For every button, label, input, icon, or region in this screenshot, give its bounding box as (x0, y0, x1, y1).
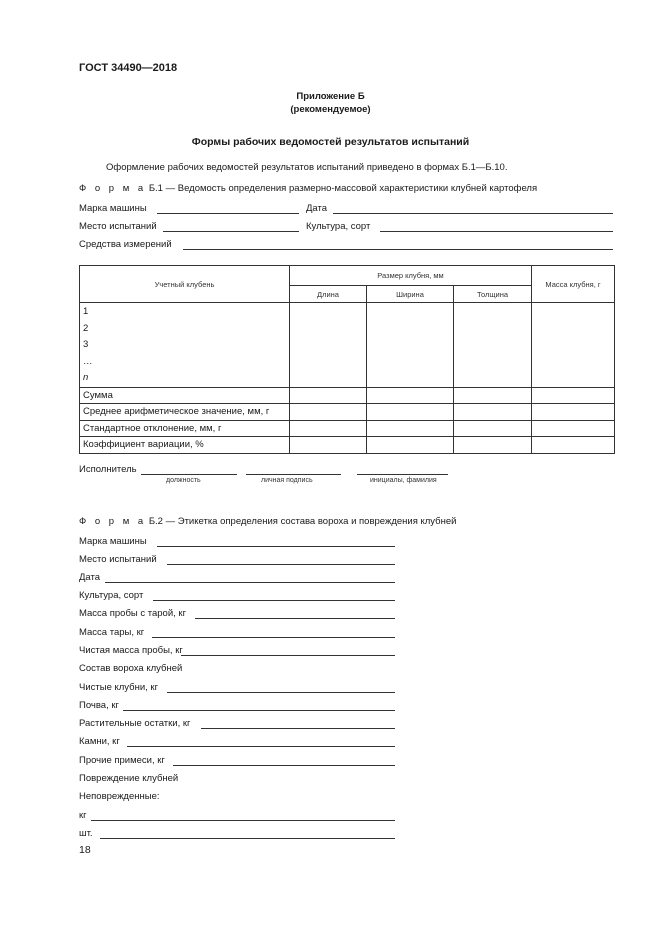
summary-mean-label: Среднее арифметическое значение, мм, г (80, 404, 290, 421)
col-mass-header: Массa клубня, г (532, 266, 615, 303)
form2-field-label: Прочие примеси, кг (79, 755, 165, 766)
form1-place-line[interactable] (163, 231, 299, 232)
form2-field-line[interactable] (152, 637, 395, 638)
form1-table (79, 265, 615, 454)
form2-section-label: Неповрежденные: (79, 791, 160, 802)
form2-field-label: кг (79, 810, 87, 821)
table-cell[interactable] (367, 420, 454, 437)
table-row: … (83, 355, 93, 367)
table-cell[interactable] (532, 437, 615, 454)
form2-field-label: Чистая масса пробы, кг (79, 645, 183, 656)
summary-cv-label: Коэффициент вариации, % (80, 437, 290, 454)
intro-text: Оформление рабочих ведомостей результатов испытаний приведено в формах Б.1—Б.10. (106, 162, 508, 173)
form2-field-line[interactable] (157, 546, 395, 547)
form2-field-line[interactable] (173, 765, 395, 766)
form2-field-line[interactable] (181, 655, 395, 656)
table-cell[interactable] (454, 387, 532, 404)
table-cell[interactable] (367, 437, 454, 454)
form2-section-label: Повреждение клубней (79, 773, 179, 784)
appendix-subtitle: (рекомендуемое) (290, 104, 371, 115)
table-cell[interactable] (290, 437, 367, 454)
width-data-cell[interactable] (367, 303, 454, 388)
form2-field-label: Масса тары, кг (79, 627, 145, 638)
form2-field-line[interactable] (123, 710, 395, 711)
form2-field-label: Место испытаний (79, 554, 157, 565)
summary-stddev-label: Стандартное отклонение, мм, г (80, 420, 290, 437)
form2-field-line[interactable] (195, 618, 395, 619)
length-data-cell[interactable] (290, 303, 367, 388)
table-row: 2 (83, 322, 89, 334)
mass-data-cell[interactable] (532, 303, 615, 388)
form2-field-line[interactable] (91, 820, 395, 821)
signature-position-line[interactable] (141, 474, 237, 475)
table-row: n (83, 372, 89, 383)
signature-label: Исполнитель (79, 464, 137, 475)
form2-field-line[interactable] (153, 600, 395, 601)
form1-crop-line[interactable] (380, 231, 613, 232)
signature-name-line[interactable] (357, 474, 448, 475)
form2-field-label: Культура, сорт (79, 590, 144, 601)
col-length-header: Длина (290, 286, 367, 303)
signature-position-caption: должность (166, 477, 201, 484)
form2-field-label: Растительные остатки, кг (79, 718, 191, 729)
form1-date-label: Дата (306, 203, 328, 214)
form2-field-label: Чистые клубни, кг (79, 682, 159, 693)
col-width-header: Ширина (367, 286, 454, 303)
form2-field-label: Масса пробы с тарой, кг (79, 608, 187, 619)
form2-field-line[interactable] (201, 728, 395, 729)
appendix-title: Приложение Б (296, 91, 365, 102)
form2-title: Б.2 — Этикетка определения состава вороха и повреждения клубней (148, 516, 457, 527)
table-cell[interactable] (454, 437, 532, 454)
form2-field-line[interactable] (167, 564, 395, 565)
signature-sign-caption: личная подпись (261, 477, 313, 484)
form2-field-line[interactable] (105, 582, 395, 583)
form1-instruments-line[interactable] (183, 249, 613, 250)
table-cell[interactable] (290, 404, 367, 421)
form1-instruments-label: Средства измерений (79, 239, 172, 250)
form1-machine-label: Марка машины (79, 203, 147, 214)
thickness-data-cell[interactable] (454, 303, 532, 388)
table-cell[interactable] (367, 387, 454, 404)
table-cell[interactable] (290, 387, 367, 404)
form1-heading (79, 183, 537, 194)
form2-field-line[interactable] (167, 692, 395, 693)
section-title: Формы рабочих ведомостей результатов испытаний (191, 136, 470, 148)
form2-field-label: Камни, кг (79, 736, 120, 747)
table-cell[interactable] (454, 404, 532, 421)
form1-place-label: Место испытаний (79, 221, 157, 232)
form2-field-label: Почва, кг (79, 700, 119, 711)
signature-name-caption: инициалы, фамилия (370, 477, 437, 484)
form1-title: Б.1 — Ведомость определения размерно-массовой характеристики клубней картофеля (148, 183, 538, 194)
form1-crop-label: Культура, сорт (306, 221, 371, 232)
form1-date-line[interactable] (333, 213, 613, 214)
table-cell[interactable] (454, 420, 532, 437)
col-thickness-header: Толщина (454, 286, 532, 303)
form2-field-line[interactable] (127, 746, 395, 747)
standard-number: ГОСТ 34490—2018 (79, 62, 178, 74)
form1-machine-line[interactable] (157, 213, 299, 214)
form2-field-label: шт. (79, 828, 93, 839)
col-size-header: Размер клубня, мм (290, 266, 532, 286)
table-cell[interactable] (367, 404, 454, 421)
form2-label: Ф о р м а (79, 516, 147, 527)
form1-label: Ф о р м а (79, 183, 147, 194)
table-cell[interactable] (532, 387, 615, 404)
col-tuber-header: Учетный клубень (80, 266, 290, 303)
table-row: 3 (83, 339, 89, 350)
table-cell[interactable] (532, 420, 615, 437)
form2-section-label: Состав вороха клубней (79, 663, 183, 674)
form2-field-label: Дата (79, 572, 101, 583)
signature-sign-line[interactable] (246, 474, 341, 475)
form2-field-label: Марка машины (79, 536, 147, 547)
page-number: 18 (79, 844, 91, 856)
table-row: 1 (83, 306, 89, 317)
table-cell[interactable] (290, 420, 367, 437)
form2-field-line[interactable] (100, 838, 395, 839)
table-cell[interactable] (532, 404, 615, 421)
form2-heading (79, 516, 456, 527)
summary-sum-label: Сумма (80, 387, 290, 404)
tuber-numbers-cell (80, 303, 290, 388)
